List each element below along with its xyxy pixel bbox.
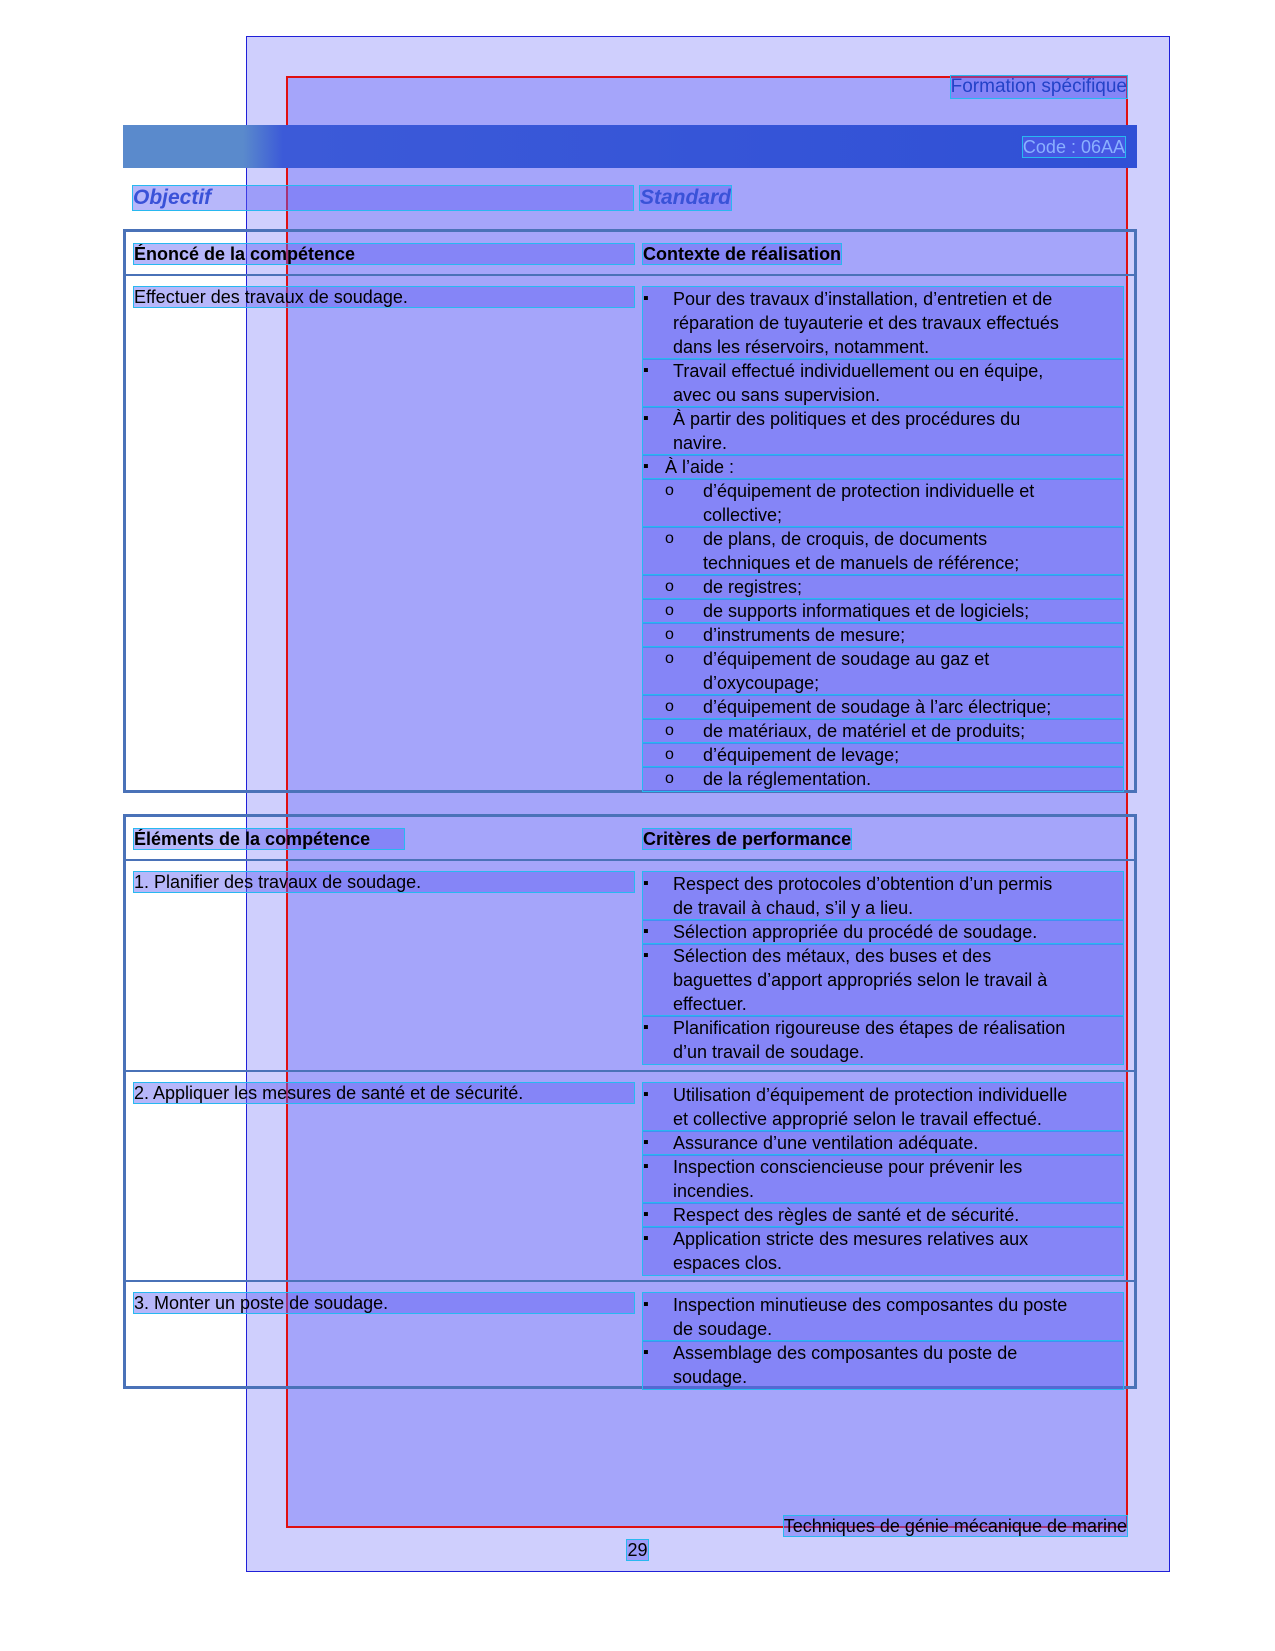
list-item: ▪ Planification rigoureuse des étapes de réalisation d’un travail de soudage. <box>643 1016 1123 1064</box>
page-number: 29 <box>627 1540 648 1560</box>
list-item: ▪ Inspection consciencieuse pour prévenir les incendies. <box>643 1155 1123 1203</box>
list-item: ▪ Pour des travaux d’installation, d’entretien et de réparation de tuyauterie et des travaux effectués dans les réservoirs, notamment. <box>643 287 1123 359</box>
list-item: ▪ Assurance d’une ventilation adéquate. <box>643 1131 1123 1155</box>
sub-list-item: o d’équipement de levage; <box>643 743 1123 767</box>
competency-elements-table <box>123 814 1137 1389</box>
criteria-list <box>643 1293 1123 1389</box>
sub-list-item: o de supports informatiques et de logiciels; <box>643 599 1123 623</box>
element-label: 1. Planifier des travaux de soudage. <box>134 872 634 892</box>
list-item: ▪ À partir des politiques et des procédures du navire. <box>643 407 1123 455</box>
sub-list-item: o d’instruments de mesure; <box>643 623 1123 647</box>
page-header-title: Formation spécifique <box>950 76 1127 97</box>
page-number-row <box>0 1540 1275 1560</box>
table-row <box>126 861 1134 1070</box>
header-elements: Éléments de la compétence <box>134 829 404 849</box>
sub-list-item: o d’équipement de soudage au gaz et d’oxycoupage; <box>643 647 1123 695</box>
list-item: ▪ Inspection minutieuse des composantes du poste de soudage. <box>643 1293 1123 1341</box>
sub-list-item: o de registres; <box>643 575 1123 599</box>
list-item: ▪ Travail effectué individuellement ou en équipe, avec ou sans supervision. <box>643 359 1123 407</box>
competency-statement-table <box>123 229 1137 793</box>
table-row <box>126 1070 1134 1280</box>
program-footer: Techniques de génie mécanique de marine <box>783 1516 1127 1536</box>
list-item: ▪ Respect des protocoles d’obtention d’un permis de travail à chaud, s’il y a lieu. <box>643 872 1123 920</box>
element-label: 3. Monter un poste de soudage. <box>134 1293 634 1313</box>
header-enonce: Énoncé de la compétence <box>134 244 634 264</box>
competency-code: Code : 06AA <box>1022 137 1125 157</box>
list-item: ▪ À l’aide : <box>643 455 1123 479</box>
sub-list-item: o de la réglementation. <box>643 767 1123 791</box>
header-contexte: Contexte de réalisation <box>643 244 842 264</box>
sub-list-item: o d’équipement de protection individuelle et collective; <box>643 479 1123 527</box>
sub-list-item: o d’équipement de soudage à l’arc électrique; <box>643 695 1123 719</box>
list-item: ▪ Utilisation d’équipement de protection individuelle et collective approprié selon le travail effectué. <box>643 1083 1123 1131</box>
sub-list-item: o de matériaux, de matériel et de produits; <box>643 719 1123 743</box>
criteria-list <box>643 872 1123 1064</box>
element-label: 2. Appliquer les mesures de santé et de sécurité. <box>134 1083 634 1103</box>
list-item: ▪ Sélection appropriée du procédé de soudage. <box>643 920 1123 944</box>
table-header-row <box>126 817 1134 861</box>
table-header-row <box>126 232 1134 276</box>
criteria-list <box>643 1083 1123 1275</box>
context-list <box>643 287 1123 791</box>
table-row <box>126 1280 1134 1387</box>
header-banner <box>123 125 1137 168</box>
list-item: ▪ Assemblage des composantes du poste de soudage. <box>643 1341 1123 1389</box>
header-criteres: Critères de performance <box>643 829 852 849</box>
table-row <box>126 276 1134 791</box>
list-item: ▪ Respect des règles de santé et de sécurité. <box>643 1203 1123 1227</box>
section-objectif: Objectif <box>133 186 633 210</box>
list-item: ▪ Sélection des métaux, des buses et des baguettes d’apport appropriés selon le travail à effectuer. <box>643 944 1123 1016</box>
section-standard: Standard <box>640 186 732 209</box>
list-item: ▪ Application stricte des mesures relatives aux espaces clos. <box>643 1227 1123 1275</box>
sub-list-item: o de plans, de croquis, de documents techniques et de manuels de référence; <box>643 527 1123 575</box>
competency-statement: Effectuer des travaux de soudage. <box>134 287 634 307</box>
